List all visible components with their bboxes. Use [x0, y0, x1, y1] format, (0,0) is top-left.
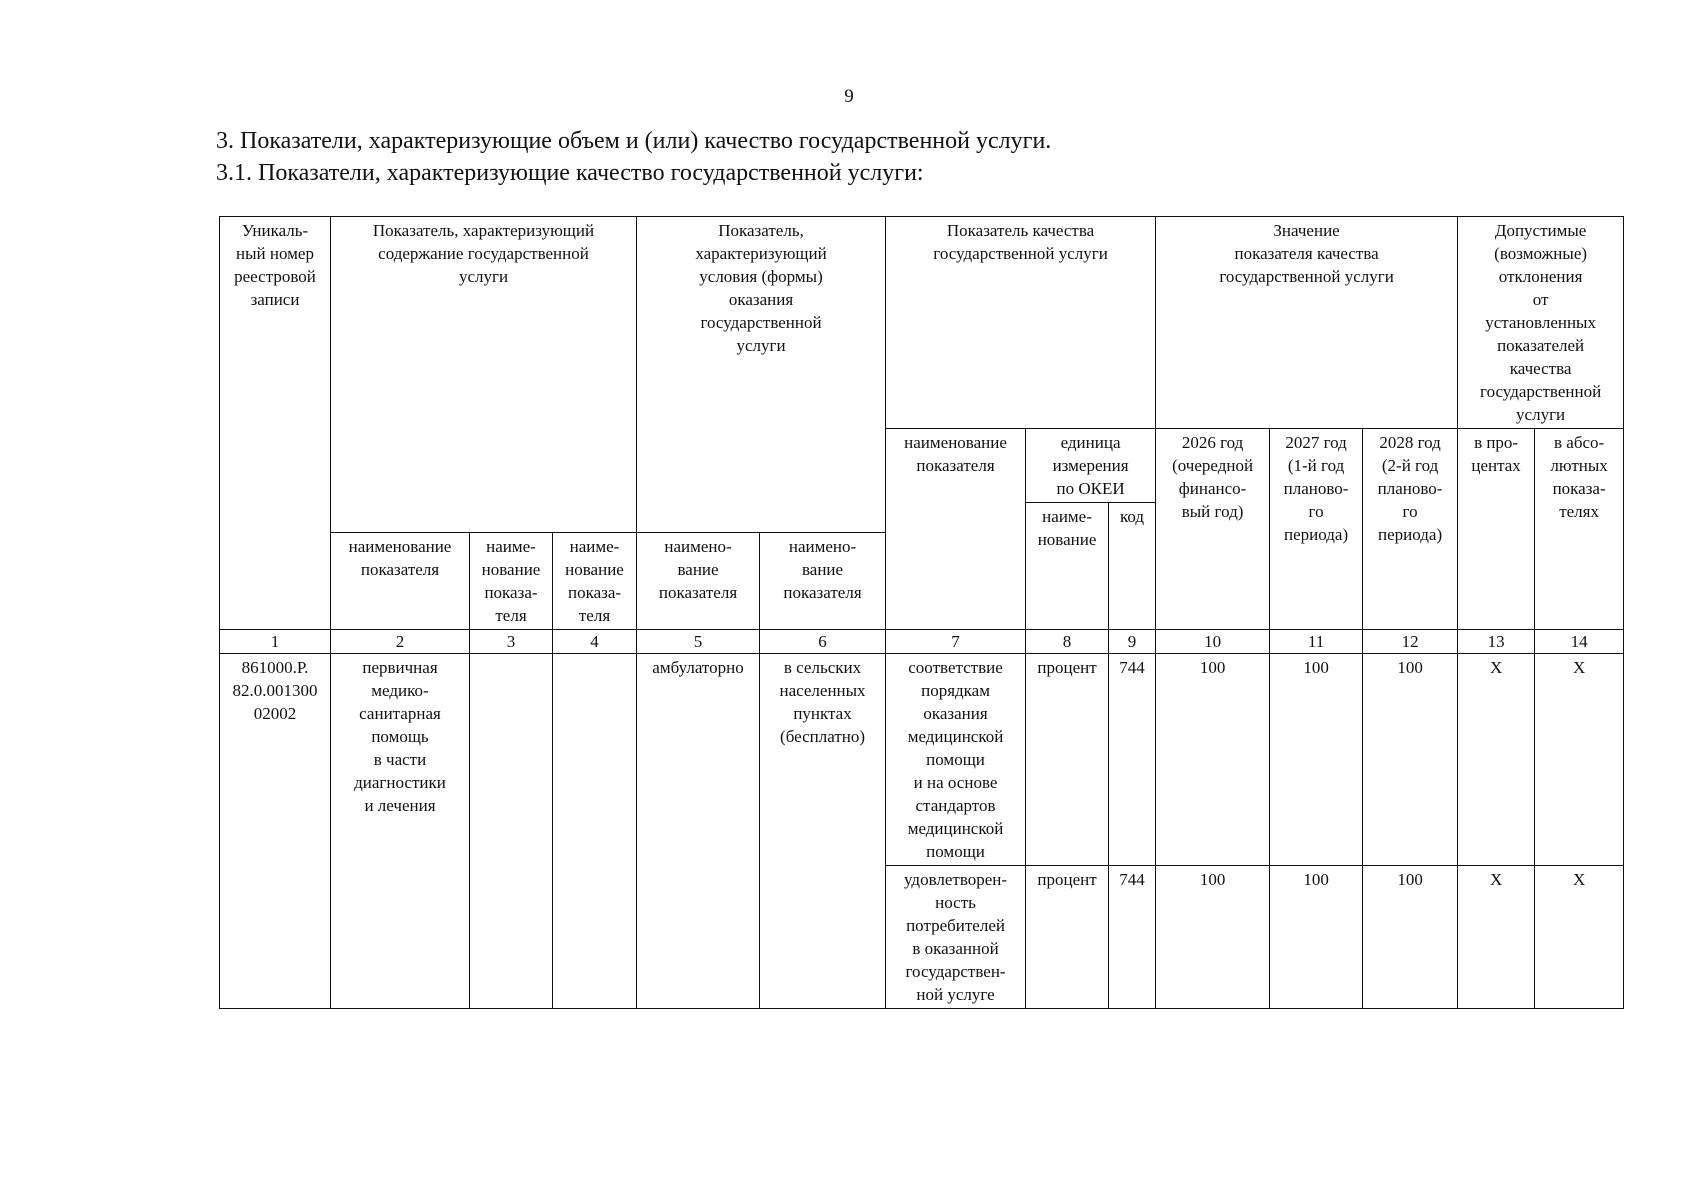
quality-indicators-table	[219, 216, 1624, 1009]
column-number: 8	[1026, 630, 1109, 654]
value-2027-cell: 100	[1270, 654, 1363, 866]
header-year-2026: 2026 год (очередной финансо- вый год)	[1156, 429, 1270, 630]
header-quality-value: Значение показателя качества государственной услуги	[1156, 217, 1458, 429]
column-number: 13	[1458, 630, 1535, 654]
header-quality-indicator-name: наименование показателя	[886, 429, 1026, 630]
deviation-percent-cell: Х	[1458, 654, 1535, 866]
condition-value-cell: амбулаторно	[637, 654, 760, 1009]
page-number: 9	[844, 86, 854, 107]
column-number: 1	[220, 630, 331, 654]
header-deviations: Допустимые (возможные) отклонения от установленных показателей качества государственной услуги	[1458, 217, 1624, 429]
section-heading: 3. Показатели, характеризующие объем и (или) качество государственной услуги.	[216, 128, 1052, 154]
unit-code-cell: 744	[1109, 654, 1156, 866]
header-indicator-name-4: наимено- вание показателя	[637, 533, 760, 630]
column-number: 12	[1363, 630, 1458, 654]
column-number: 11	[1270, 630, 1363, 654]
unit-name-cell: процент	[1026, 866, 1109, 1009]
header-in-absolute: в абсо- лютных показа- телях	[1535, 429, 1624, 630]
header-okei-name: наиме- нование	[1026, 503, 1109, 630]
header-row-top	[220, 217, 1624, 429]
column-number: 6	[760, 630, 886, 654]
deviation-absolute-cell: Х	[1535, 866, 1624, 1009]
deviation-absolute-cell: Х	[1535, 654, 1624, 866]
subsection-heading: 3.1. Показатели, характеризующие качество государственной услуги:	[216, 160, 924, 186]
unit-code-cell: 744	[1109, 866, 1156, 1009]
quality-indicator-name-cell: удовлетворен- ность потребителей в оказанной государствен- ной услуге	[886, 866, 1026, 1009]
table-row	[220, 654, 1624, 866]
column-number: 14	[1535, 630, 1624, 654]
header-content-indicator: Показатель, характеризующий содержание государственной услуги	[331, 217, 637, 533]
header-registry-number: Уникаль- ный номер реестровой записи	[220, 217, 331, 630]
header-indicator-name-3: наиме- нование показа- теля	[553, 533, 637, 630]
deviation-percent-cell: Х	[1458, 866, 1535, 1009]
column-number: 9	[1109, 630, 1156, 654]
quality-indicator-name-cell: соответствие порядкам оказания медицинской помощи и на основе стандартов медицинской помощи	[886, 654, 1026, 866]
header-indicator-name-2: наиме- нование показа- теля	[470, 533, 553, 630]
column-number: 7	[886, 630, 1026, 654]
value-2026-cell: 100	[1156, 866, 1270, 1009]
unit-name-cell: процент	[1026, 654, 1109, 866]
header-indicator-name-5: наимено- вание показателя	[760, 533, 886, 630]
column-number: 5	[637, 630, 760, 654]
value-2028-cell: 100	[1363, 866, 1458, 1009]
content-value-cell: первичная медико- санитарная помощь в части диагностики и лечения	[331, 654, 470, 1009]
column-numbers-row	[220, 630, 1624, 654]
header-indicator-name-1: наименование показателя	[331, 533, 470, 630]
header-quality-indicator: Показатель качества государственной услуги	[886, 217, 1156, 429]
condition-value-cell: в сельских населенных пунктах (бесплатно)	[760, 654, 886, 1009]
column-number: 3	[470, 630, 553, 654]
registry-number-cell: 861000.Р. 82.0.001300 02002	[220, 654, 331, 1009]
column-number: 2	[331, 630, 470, 654]
column-number: 4	[553, 630, 637, 654]
header-okei-code: код	[1109, 503, 1156, 630]
value-2028-cell: 100	[1363, 654, 1458, 866]
value-2027-cell: 100	[1270, 866, 1363, 1009]
column-number: 10	[1156, 630, 1270, 654]
header-in-percent: в про- центах	[1458, 429, 1535, 630]
header-okei-unit: единица измерения по ОКЕИ	[1026, 429, 1156, 503]
content-value-cell-empty	[553, 654, 637, 1009]
content-value-cell-empty	[470, 654, 553, 1009]
header-year-2028: 2028 год (2-й год планово- го периода)	[1363, 429, 1458, 630]
header-conditions-indicator: Показатель, характеризующий условия (формы) оказания государственной услуги	[637, 217, 886, 533]
value-2026-cell: 100	[1156, 654, 1270, 866]
header-year-2027: 2027 год (1-й год планово- го периода)	[1270, 429, 1363, 630]
